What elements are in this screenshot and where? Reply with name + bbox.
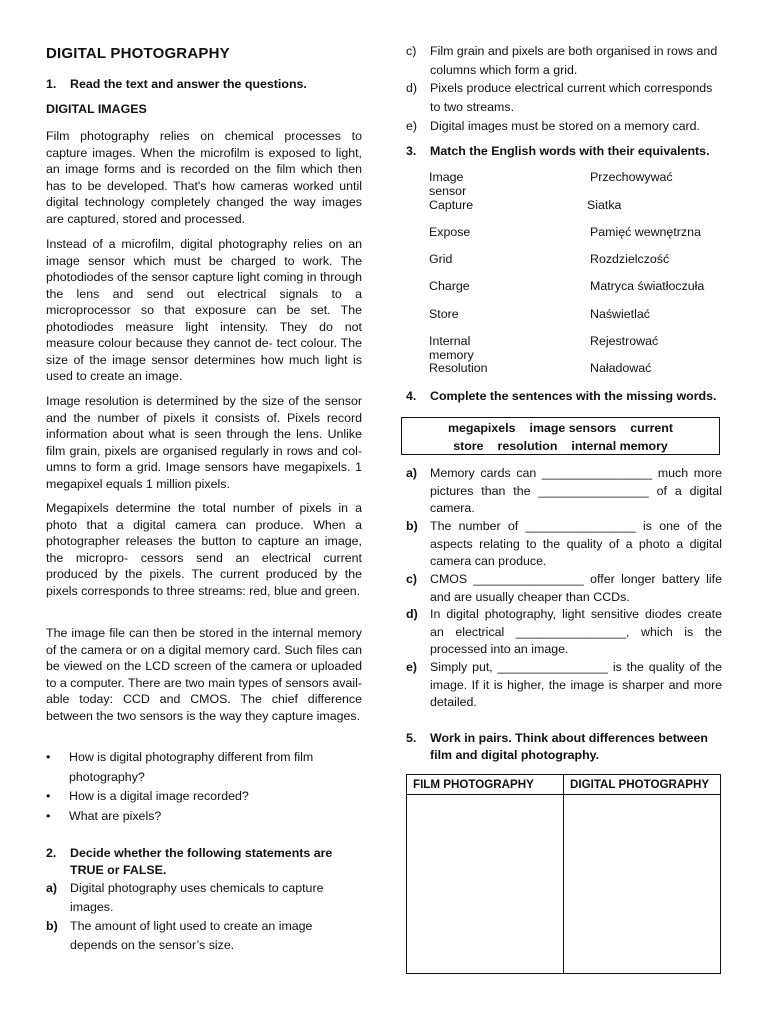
page-title: DIGITAL PHOTOGRAPHY	[46, 45, 230, 62]
statement-label: b)	[46, 919, 58, 933]
statement-a	[46, 879, 362, 916]
sentence-text: In digital photography, light sensitive diodes create an electrical ________________, which is the processed into an image.	[430, 607, 722, 657]
q2-number: 2.	[46, 846, 57, 860]
q5-heading	[406, 730, 722, 764]
paragraph-5: The image file can then be stored in the internal memory of the camera or on a digital memory card. Such files can be viewed on the LCD screen of the camera or uploaded to a computer. There are two main types of sensors avail- able today: CCD and CMOS. The chief difference between the two sensors is the way they capture images.	[46, 626, 362, 723]
digital-answer-cell[interactable]	[564, 795, 721, 974]
table-header-film: FILM PHOTOGRAPHY	[407, 775, 564, 795]
sentence-label: d)	[406, 607, 418, 621]
statement-text: The amount of light used to create an image depends on the sensor’s size.	[70, 919, 313, 952]
q5-text: Work in pairs. Think about differences between film and digital photography.	[430, 731, 708, 762]
match-english: Resolution	[429, 361, 488, 375]
statement-d	[406, 79, 722, 116]
q1-text: Read the text and answer the questions.	[70, 77, 307, 91]
statement-text: Pixels produce electrical current which corresponds to two streams.	[430, 81, 713, 114]
match-polish: Siatka	[587, 198, 622, 212]
film-answer-cell[interactable]	[407, 795, 564, 974]
match-english: Expose	[429, 225, 471, 239]
sentence-text: Memory cards can ________________ much more pictures than the ________________ of a digital camera.	[430, 466, 722, 516]
match-english: Image sensor	[429, 170, 467, 198]
q2-heading	[46, 845, 362, 879]
sentence-c	[406, 571, 722, 606]
q1-number: 1.	[46, 77, 57, 91]
q4-heading	[406, 388, 716, 405]
match-polish: Naświetlać	[590, 307, 650, 321]
paragraph-3: Image resolution is determined by the size of the sensor and the number of pixels it consists of. Pixels record information about what is seen through the lens. Unlike film grain, pixels are organised regularly in rows and col- umns to form a grid. Image sensors have megapixels. 1 megapixel equals 1 million pixels.	[46, 394, 362, 491]
paragraph-2: Instead of a microfilm, digital photography relies on an image sensor which must be charged to work. The photodiodes of the sensor capture light coming in through the lens and send out electrical signals to a microprocessor so that exposure can be set. The photodiodes measure light intensity. They do not measure colour because they cannot de- tect colour. The size of the image sensor determines how much light is used to create an image.	[46, 237, 362, 383]
match-polish: Naładować	[590, 361, 652, 375]
statement-text: Digital photography uses chemicals to capture images.	[70, 881, 324, 914]
sentence-a	[406, 465, 722, 518]
q5-number: 5.	[406, 731, 417, 745]
paragraph-1: Film photography relies on chemical processes to capture images. When the microfilm is exposed to light, an image forms and is recorded on the film which then has to be developed. That's how cameras worked until digital technology completely changed the way images are captured, stored and processed.	[46, 129, 362, 226]
match-english: Grid	[429, 252, 453, 266]
paragraph-4: Megapixels determine the total number of pixels in a photo that a digital camera can produce. When a photographer releases the button to capture an image, the micropro- cessors send an electrical current produced by the pixels. The current produced by the pixels corresponds to three streams: red, blue and green.	[46, 501, 362, 598]
statement-label: d)	[406, 81, 418, 95]
match-polish: Przechowywać	[590, 170, 673, 184]
section-subtitle: DIGITAL IMAGES	[46, 102, 147, 116]
sentence-label: e)	[406, 660, 418, 674]
sentence-d	[406, 606, 722, 659]
match-polish: Matryca światłoczuła	[590, 279, 705, 293]
word-bank	[401, 417, 720, 455]
statement-e	[406, 117, 722, 136]
statement-label: e)	[406, 119, 418, 133]
word-bank-item: image sensors	[529, 421, 617, 435]
statement-label: c)	[406, 44, 417, 58]
q1-heading	[46, 76, 307, 93]
match-english: Internal memory	[429, 334, 474, 362]
sentence-label: c)	[406, 572, 418, 586]
word-bank-item: current	[630, 421, 673, 435]
sentence-text: The number of ________________ is one of the aspects relating to the quality of a photo a digital camera can produce.	[430, 519, 722, 569]
q3-number: 3.	[406, 144, 417, 158]
sentence-text: CMOS ________________ offer longer battery life and are usually cheaper than CCDs.	[430, 572, 722, 604]
word-bank-item: internal memory	[571, 439, 668, 453]
statement-text: Digital images must be stored on a memory card.	[430, 119, 700, 133]
q4-number: 4.	[406, 389, 417, 403]
word-bank-line-2	[402, 437, 719, 455]
list-item: • What are pixels?	[46, 807, 362, 827]
sentence-text: Simply put, ________________ is the quality of the image. If it is higher, the image is sharper and more detailed.	[430, 660, 722, 710]
sentence-b	[406, 518, 722, 571]
match-polish: Rejestrować	[590, 334, 659, 348]
word-bank-item: resolution	[497, 439, 558, 453]
q4-text: Complete the sentences with the missing words.	[430, 389, 717, 403]
list-item: • How is a digital image recorded?	[46, 787, 362, 807]
match-polish: Pamięć wewnętrzna	[590, 225, 701, 239]
sentence-label: b)	[406, 519, 418, 533]
match-english: Store	[429, 307, 459, 321]
question-list	[46, 748, 362, 826]
word-bank-item: store	[453, 439, 484, 453]
q2-text: Decide whether the following statements are TRUE or FALSE.	[70, 846, 333, 877]
list-item: • How is digital photography different from film photography?	[46, 748, 362, 787]
q3-text: Match the English words with their equivalents.	[430, 144, 710, 158]
sentence-e	[406, 659, 722, 712]
match-english: Capture	[429, 198, 474, 212]
match-english: Charge	[429, 279, 470, 293]
word-bank-item: megapixels	[448, 421, 516, 435]
sentence-label: a)	[406, 466, 418, 480]
word-bank-line-1	[402, 419, 719, 437]
statement-c	[406, 42, 722, 79]
table-header-digital: DIGITAL PHOTOGRAPHY	[564, 775, 721, 795]
comparison-table	[406, 774, 721, 974]
statement-text: Film grain and pixels are both organised in rows and columns which form a grid.	[430, 44, 718, 77]
q3-heading	[406, 143, 710, 160]
statement-label: a)	[46, 881, 58, 895]
statement-b	[46, 917, 362, 954]
match-polish: Rozdzielczość	[590, 252, 670, 266]
